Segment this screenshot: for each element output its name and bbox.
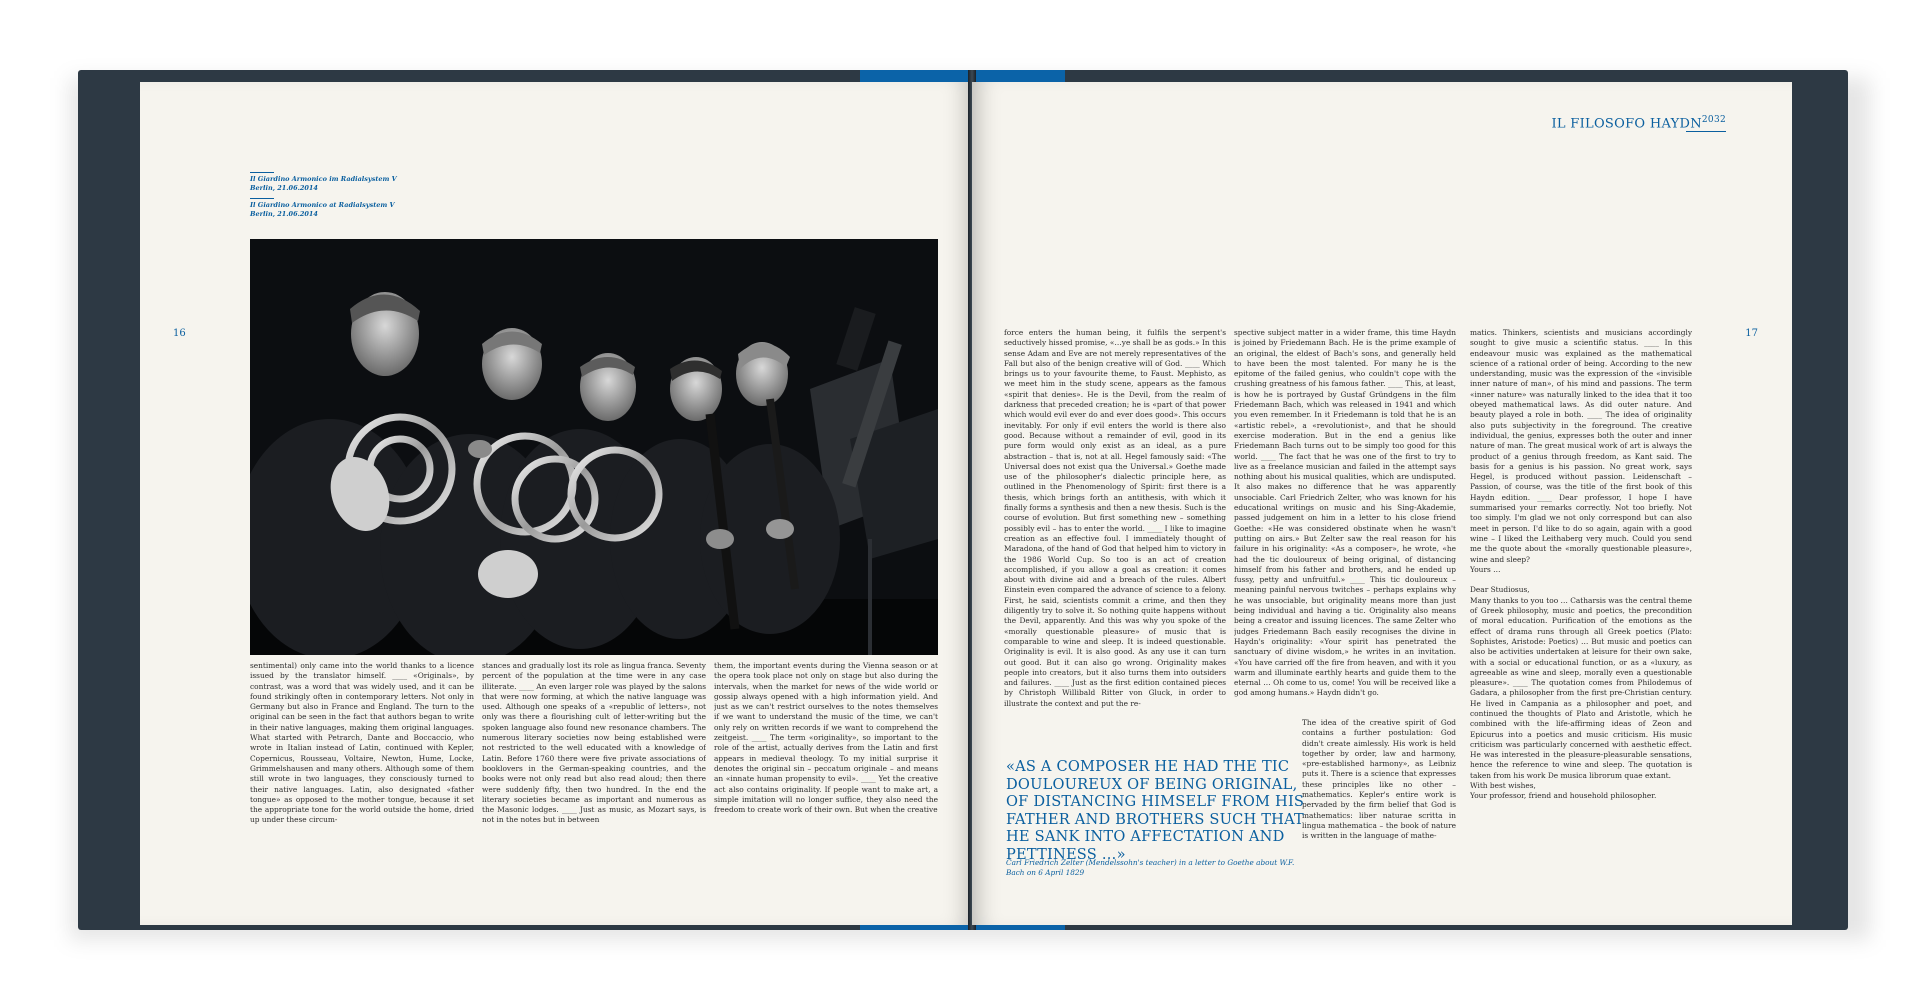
left-column-3: them, the important events during the Vienna season or at the opera took place not only on stage but also during the intervals, when the market for news of the wide world or gossip always opened with a high information yield. And just as we can't restrict ourselves to the notes themselves if we want to understand the music of the time, we can't only rely on written records if we want to comprehend the zeitgeist. ____ The term «originality», so important to the role of the artist, actually derives from the Latin and first appears in medieval theology. To my initial surprise it denotes the original sin – peccatum originale – and means an «innate human propensity to evil». ____ Yet the creative act also contains originality. If people want to make art, a simple imitation will no longer suffice, they also need the freedom to create work of their own. But when the creative: [714, 661, 938, 815]
ensemble-photo: [250, 239, 938, 655]
right-column-1: force enters the human being, it fulfils the serpent's seductively hissed promise, «…ye shall be as gods.» In this sense Adam and Eve are not merely representatives of the Fall but also of the benign creative will of God. ____ Which brings us to your favourite theme, to Faust. Mephisto, as we meet him in the study scene, appears as the famous «spirit that denies». He is the Devil, from the realm of darkness that preceded creation; he is «part of that power which would evil ever do and ever does good». This occurs inevitably. For only if evil enters the world is there also good. Because without a remainder of evil, good in its pure form would only exist as an ideal, as a pure abstraction – that is, not at all. Hegel famously said: «The Universal does not exist qua the Universal.» Goethe made use of the philosopher's dialectic principle here, as outlined in the Phenomenology of Spirit: first there is a thesis, which brings forth an antithesis, with which it finally forms a synthesis and then a new thesis. Such is the course of evolution. But first something new – something possibly evil – has to enter the world. ____ I like to imagine creation as an effective foul. I immediately thought of Maradona, of the hand of God that helped him to victory in the 1986 World Cup. So too is an act of creation accomplished, if you allow a goal as creation: it comes about with divine aid and a breach of the rules. Albert Einstein even compared the advance of science to a felony. First, he said, scientists commit a crime, and then they diligently try to solve it. So nothing quite happens without the Devil, apparently. And this was why you spoke of the «morally questionable pleasure» of music that is comparable to wine and sleep. It is indeed questionable. Originality is evil. It is also good. As any use it can turn out good. But it can also go wrong. Originality makes people into creators, but it also turns them into outsiders and failures. ____ Just as the first edition contained pieces by Christoph Willibald Ritter von Gluck, in order to illustrate the context and put the re-: [1004, 328, 1226, 708]
left-page-number: 16: [173, 328, 186, 339]
header-title: HAYDN: [1649, 116, 1702, 132]
header-series: IL FILOSOFO: [1551, 116, 1646, 132]
right-column-2-continuation: The idea of the creative spirit of God contains a further postulation: God didn't create aimlessly. His work is held together by order, law and harmony, «pre-established harmony», as Leibniz puts it. There is a science that expresses these principles like no other – mathematics. Kepler's entire work is pervaded by the firm belief that God is mathematics: liber naturae scritta in lingua mathematica – the book of nature is written in the language of mathe-: [1302, 718, 1456, 841]
left-page: [140, 82, 972, 925]
pull-quote: «AS A COMPOSER HE HAD THE TIC DOULOUREUX OF BEING ORIGINAL, OF DISTANCING HIMSELF FROM HIS FATHER AND BROTHERS SUCH THAT HE SANK INTO AFFECTATION AND PETTINESS …»: [1006, 758, 1305, 863]
left-column-2: stances and gradually lost its role as lingua franca. Seventy percent of the population at the time were in any case illiterate. ____ An even larger role was played by the salons that were now forming, at which the native language was used. Although one speaks of a «republic of letters», not only was there a flourishing cult of letter-writing but the spoken language also found new resonance chambers. The numerous literary societies now being established were not restricted to the well educated with a knowledge of Latin. Before 1760 there were five private associations of booklovers in the German-speaking countries, and the books were not only read but also read aloud; then there were suddenly fifty, then two hundred. In the end the literary societies became as important and numerous as the Masonic lodges. ____ Just as music, as Mozart says, is not in the notes but in between: [482, 661, 706, 825]
caption-de-line1: Il Giardino Armonico im Radialsystem V: [250, 175, 397, 183]
right-column-3-letter: matics. Thinkers, scientists and musicians accordingly sought to give music a scientific status. ____ In this endeavour music was explained as the mathematical science of a rational order of being. According to the new understanding, music was the expression of the «invisible inner nature of man», of his mind and passions. The term «inner nature» was naturally linked to the idea that it too obeyed mathematical laws. As did outer nature. And beauty played a role in both. ____ The idea of originality also puts subjectivity in the foreground. The creative individual, the genius, expresses both the outer and inner nature of man. The great musical work of art is always the product of a genius through freedom, as Kant said. The basis for a genius is his passion. No great work, says Hegel, is produced without passion. Leidenschaft – Passion, of course, was the title of the first book of this Haydn edition. ____ Dear professor, I hope I have summarised your remarks correctly. Not too briefly. Not too simply. I'm glad we not only correspond but can also meet in person. I'd like to do so again, again with a good wine – I liked the Leithaberg very much. Could you send me the quote about the «morally questionable pleasure», wine and sleep? Yours … Dear Studiosus, Many thanks to you too … Catharsis was the central theme of Greek philosophy, music and poetics, the precondition of moral education. Purification of the emotions as the effect of drama runs through all Greek poetics (Plato: Sophistes, Aristode: Poetics) … But music and poetics can also be activities undertaken at leisure for their own sake, with a social or educational function, or as a «luxury, as agreeable as wine and sleep, morally even a questionable pleasure». ____ The quotation comes from Philodemus of Gadara, a philosopher from the first pre-Christian century. He lived in Campania as a philosopher and poet, and continued the thoughts of Plato and Aristotle, which he combined with the life-affirming ideas of Zeon and Epicurus into a poetics and music criticism. His music criticism was particularly concerned with aesthetic effect. He was interested in the pleasure-pleasurable sensations, hence the reference to wine and sleep. The quotation is taken from his work De musica librorum quae extant. With best wishes, Your professor, friend and household philosopher.: [1470, 328, 1692, 801]
pull-quote-attribution: Carl Friedrich Zelter (Mendelssohn's teacher) in a letter to Goethe about W.F. Bach on 6 April 1829: [1006, 858, 1295, 877]
photo-caption-de: [250, 172, 397, 192]
horn-players-illustration: [250, 239, 938, 655]
caption-en-line1: Il Giardino Armonico at Radialsystem V: [250, 201, 395, 209]
right-page: [972, 82, 1792, 925]
running-header: [1551, 115, 1726, 131]
caption-en-line2: Berlin, 21.06.2014: [250, 209, 318, 218]
left-column-1: sentimental) only came into the world thanks to a licence issued by the translator himself. ____ «Originals», by contrast, was a word that was widely used, and it can be found strikingly often in contemporary letters. Not only in Germany but also in France and England. The turn to the original can be seen in the fact that authors began to write in their native languages, making them original languages. What started with Petrarch, Dante and Boccaccio, who wrote in Italian instead of Latin, continued with Kepler, Copernicus, Rousseau, Voltaire, Newton, Hume, Locke, Grimmelshausen and many others. Although some of them still wrote in two languages, they consciously turned to their native languages. Latin, also designated «father tongue» as opposed to the mother tongue, because it set the appropriate tone for the world outside the home, dried up under these circum-: [250, 661, 474, 825]
right-column-2: spective subject matter in a wider frame, this time Haydn is joined by Friedemann Bach. He is the prime example of an original, the eldest of Bach's sons, and generally held to have been the most talented. For many he is the epitome of the failed genius, who couldn't cope with the crushing greatness of his famous father. ____ This, at least, is how he is portrayed by Gustaf Gründgens in the film Friedemann Bach, which was released in 1941 and which you even remember. In it Friedemann is told that he is an «artistic rebel», a «revolutionist», and that he should exercise moderation. But in the end a genius like Friedemann Bach turns out to be simply too good for this world. ____ The fact that he was one of the first to try to live as a freelance musician and failed in the attempt says nothing about his musical qualities, which are undisputed. It also makes no difference that he was apparently unsociable. Carl Friedrich Zelter, who was known for his educational writings on music and his Sing-Akademie, passed judgement on him in a letter to his close friend Goethe: «He was considered obstinate when he wasn't putting on airs.» But Zelter saw the real reason for his failure in his originality: «As a composer», he wrote, «he had the tic douloureux of being original, of distancing himself from his father and brothers, and he ended up fussy, petty and unfruitful.» ____ This tic douloureux – meaning painful nervous twitches – perhaps explains why he was unsociable, but originality means more than just being individual and having a tic. Originality also means being a creator and issuing licences. The same Zelter who judges Friedemann Bach easily recognises the divine in Haydn's originality: «Your spirit has penetrated the sanctuary of divine wisdom,» he writes in an invitation. «You have carried off the fire from heaven, and with it you warm and illuminate earthly hearts and guide them to the eternal … Oh come to us, come! You will be received like a god among humans.» Haydn didn't go.: [1234, 328, 1456, 698]
caption-de-line2: Berlin, 21.06.2014: [250, 183, 318, 192]
header-year: 2032: [1701, 115, 1726, 125]
right-page-number: 17: [1745, 328, 1758, 339]
photo-caption-en: [250, 198, 395, 218]
